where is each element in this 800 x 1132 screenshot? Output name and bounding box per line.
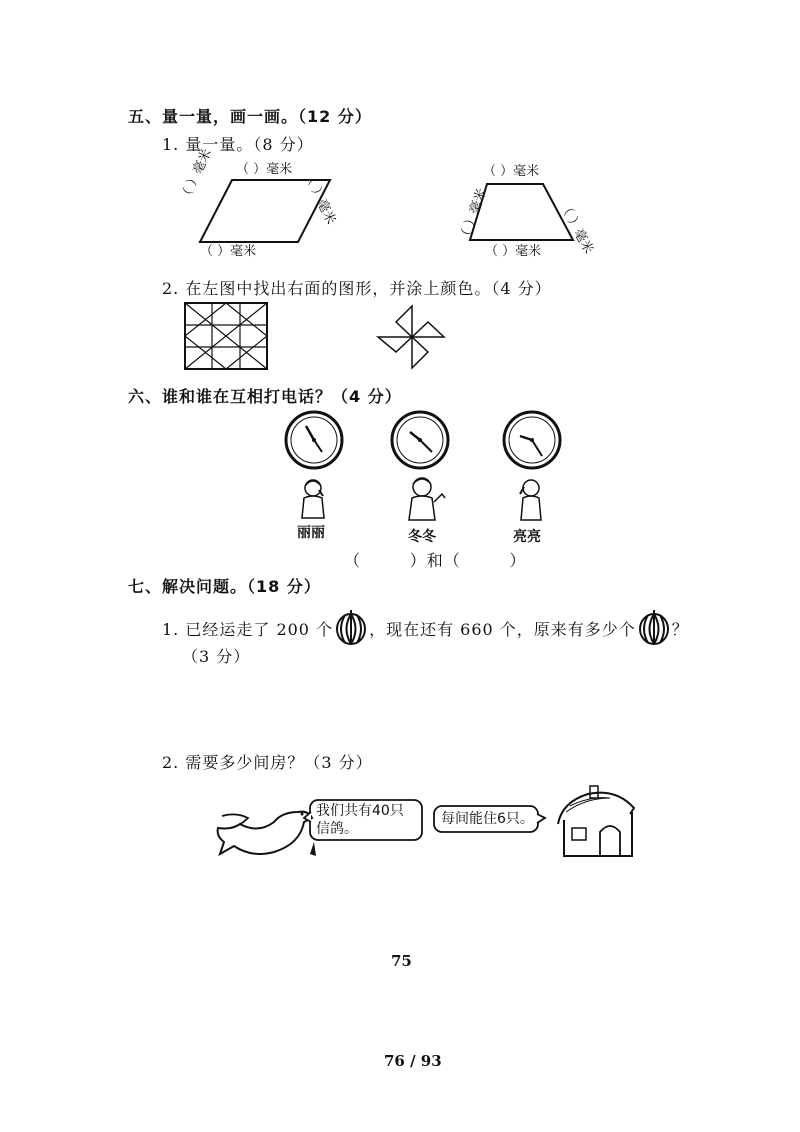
child-phone-icon [514,478,548,522]
section7-question2: 2. 需要多少间房？（3 分） [162,753,373,772]
trapezoid-top-label: （ ）毫米 [483,164,540,179]
kid-3-figure [514,478,548,526]
trapezoid-right-label: （ ）毫米 [556,199,596,257]
q1-text-part3: ？ [671,619,689,639]
parallelogram-top-label: （ ）毫米 [236,162,293,177]
bubble2-text: 每间能住6只。 [441,811,534,827]
grid-shape [184,302,268,370]
trapezoid-bottom-label: （ ）毫米 [485,244,542,259]
section7-question1 [162,610,689,646]
clock-icon [390,410,450,470]
pinwheel-shape [372,302,452,372]
grid-figure [184,302,268,370]
bubble1-line1: 我们共有40只 [316,803,404,819]
house-icon [554,784,638,860]
pinwheel-figure [372,302,452,372]
q1-text-part2: ，现在还有 660 个，原来有多少个 [369,619,636,639]
parallelogram-bottom-label: （ ）毫米 [200,244,257,259]
name-dongdong: 冬冬 [408,529,436,545]
clock-1 [284,410,344,474]
section6-answer: （ ）和（ ） [344,551,527,570]
page-number: 75 [391,952,412,970]
boy-phone-icon [404,476,448,522]
section5-question2: 2. 在左图中找出右面的图形，并涂上颜色。（4 分） [162,279,552,298]
section7-title: 七、解决问题。（18 分） [128,577,321,596]
girl-phone-icon [296,478,330,520]
pigeon-figure [214,798,314,872]
name-lili: 丽丽 [297,525,325,541]
speech-bubble-1 [302,798,424,842]
house-figure [554,784,638,864]
parallelogram-right-label: （ ）毫米 [300,169,339,227]
bubble1-line2: 信鸽。 [316,821,358,837]
trapezoid-figure [455,158,605,268]
kid-2-figure [404,476,448,526]
parallelogram-left-label: （ ）毫米 [177,146,215,205]
speech-bubble-2 [432,804,552,834]
trapezoid-left-label: （ ）毫米 [456,186,491,245]
parallelogram-figure [177,146,360,268]
section6-title: 六、谁和谁在互相打电话？（4 分） [128,387,402,406]
name-liangliang: 亮亮 [513,529,541,545]
q1-text-part1: 1. 已经运走了 200 个 [162,619,334,639]
kid-1-figure [296,478,330,524]
clock-icon [502,410,562,470]
section5-question1: 1. 量一量。（8 分） [162,135,314,154]
clock-2 [390,410,450,474]
clock-icon [284,410,344,470]
section5-title: 五、量一量，画一画。（12 分） [128,107,372,126]
page-of-total: 76 / 93 [384,1052,442,1070]
clock-3 [502,410,562,474]
watermelon-icon [335,610,367,646]
pigeon-icon [214,798,314,868]
section7-question1-score: （3 分） [182,647,251,666]
watermelon-icon [638,610,670,646]
